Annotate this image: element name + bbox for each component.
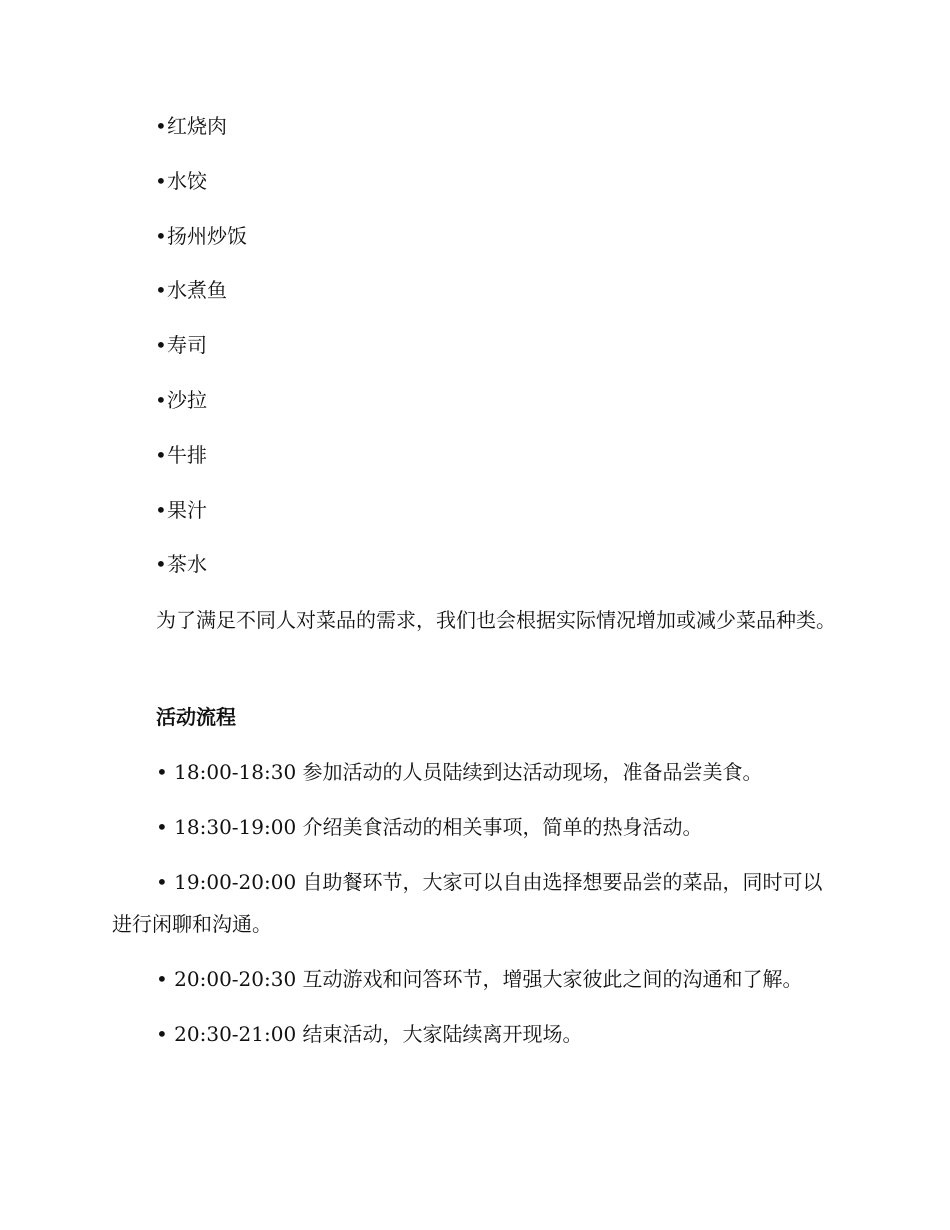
menu-item-label: 扬州炒饭: [167, 223, 247, 248]
schedule-item-text: 19:00-20:00 自助餐环节，大家可以自由选择想要品尝的菜品，同时可以进行闲聊和沟通。: [112, 870, 823, 936]
menu-item-label: 牛排: [167, 442, 207, 467]
schedule-item: [112, 1013, 842, 1055]
bullet-glyph: •: [155, 168, 167, 193]
bullet-glyph: •: [155, 442, 167, 467]
list-item: [155, 166, 247, 196]
schedule-item-text: 18:00-18:30 参加活动的人员陆续到达活动现场，准备品尝美食。: [174, 760, 763, 784]
menu-note-paragraph: 为了满足不同人对菜品的需求，我们也会根据实际情况增加或减少菜品种类。: [156, 608, 836, 632]
menu-item-label: 果汁: [167, 497, 207, 522]
list-item: [155, 221, 247, 251]
list-item: [155, 330, 247, 360]
bullet-glyph: •: [156, 870, 168, 894]
list-item: [155, 385, 247, 415]
schedule-item: [112, 806, 842, 848]
bullet-glyph: •: [155, 114, 167, 138]
schedule-item: [112, 958, 842, 1000]
menu-item-label: 茶水: [167, 552, 207, 577]
list-item: [155, 495, 247, 525]
schedule-item: [112, 861, 842, 945]
bullet-glyph: •: [156, 815, 168, 839]
bullet-glyph: •: [156, 760, 168, 784]
bullet-glyph: •: [155, 387, 167, 412]
bullet-glyph: •: [155, 333, 167, 358]
menu-list: [155, 111, 247, 604]
menu-item-label: 水煮鱼: [167, 278, 227, 303]
bullet-glyph: •: [156, 1022, 168, 1046]
bullet-glyph: •: [155, 497, 167, 522]
menu-item-label: 沙拉: [167, 387, 207, 412]
schedule-item-text: 20:30-21:00 结束活动，大家陆续离开现场。: [174, 1022, 583, 1046]
menu-item-label: 水饺: [167, 168, 207, 193]
list-item: [155, 275, 247, 305]
schedule-item-text: 18:30-19:00 介绍美食活动的相关事项，简单的热身活动。: [174, 815, 703, 839]
list-item: [155, 549, 247, 579]
section-heading: 活动流程: [156, 705, 236, 729]
menu-item-label: 红烧肉: [167, 114, 227, 138]
bullet-glyph: •: [155, 223, 167, 248]
bullet-glyph: •: [156, 967, 168, 991]
list-item: [155, 111, 247, 141]
bullet-glyph: •: [155, 278, 167, 303]
menu-item-label: 寿司: [167, 333, 207, 358]
list-item: [155, 440, 247, 470]
schedule-item-text: 20:00-20:30 互动游戏和问答环节，增强大家彼此之间的沟通和了解。: [174, 967, 803, 991]
bullet-glyph: •: [155, 552, 167, 577]
schedule-item: [112, 751, 842, 793]
